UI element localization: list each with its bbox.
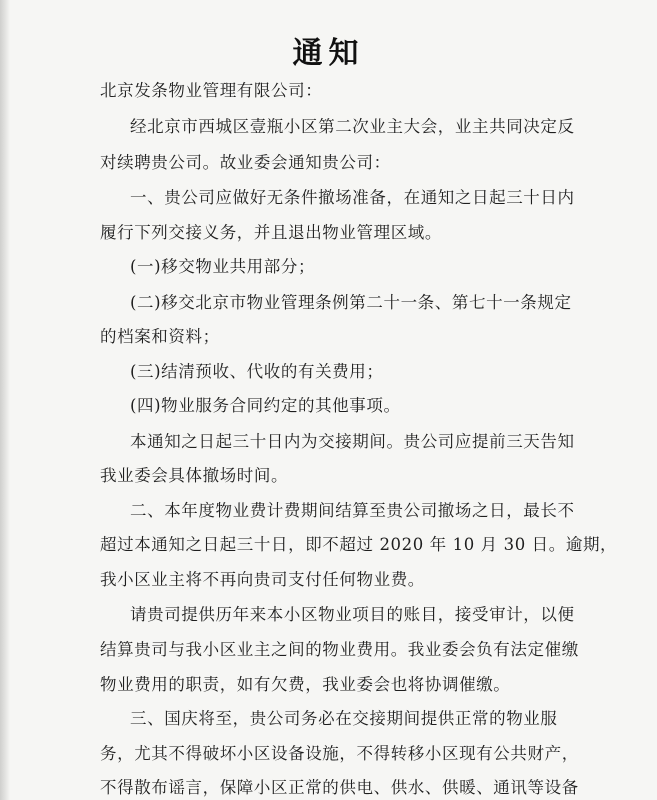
body-line: 三、国庆将至，贵公司务必在交接期间提供正常的物业服 — [130, 709, 558, 728]
body-line: (三)结清预收、代收的有关费用； — [130, 362, 384, 381]
body-line: 物业费用的职责，如有欠费，我业委会也将协调催缴。 — [100, 675, 511, 694]
body-line: 履行下列交接义务，并且退出物业管理区域。 — [100, 223, 442, 242]
body-line: 的档案和资料； — [100, 327, 220, 346]
body-line: 一、贵公司应做好无条件撤场准备，在通知之日起三十日内 — [130, 188, 575, 207]
body-line: 我小区业主将不再向贵司支付任何物业费。 — [100, 570, 425, 589]
body-line: 务，尤其不得破坏小区设备设施，不得转移小区现有公共财产， — [100, 744, 579, 763]
recipient-line: 北京发条物业管理有限公司： — [100, 81, 323, 100]
body-line: (四)物业服务合同约定的其他事项。 — [130, 396, 401, 415]
body-line: 对续聘贵公司。故业委会通知贵公司： — [100, 153, 391, 172]
body-line: 本通知之日起三十日内为交接期间。贵公司应提前三天告知 — [130, 432, 575, 451]
body-line: (二)移交北京市物业管理条例第二十一条、第七十一条规定 — [130, 293, 572, 312]
body-line: 我业委会具体撤场时间。 — [100, 466, 289, 485]
document-title: 通知 — [292, 36, 365, 71]
body-line: 结算贵司与我小区业主之间的物业费用。我业委会负有法定催缴 — [100, 640, 579, 659]
body-line: 请贵司提供历年来本小区物业项目的账目，接受审计，以便 — [130, 605, 575, 624]
body-line: 经北京市西城区壹瓶小区第二次业主大会，业主共同决定反 — [130, 117, 575, 136]
body-line: 不得散布谣言，保障小区正常的供电、供水、供暖、通讯等设备 — [100, 778, 579, 797]
body-line: 二、本年度物业费计费期间结算至贵公司撤场之日，最长不 — [130, 501, 575, 520]
body-line: 超过本通知之日起三十日，即不超过 2020 年 10 月 30 日。逾期， — [100, 535, 618, 554]
body-line: (一)移交物业共用部分； — [130, 257, 316, 276]
